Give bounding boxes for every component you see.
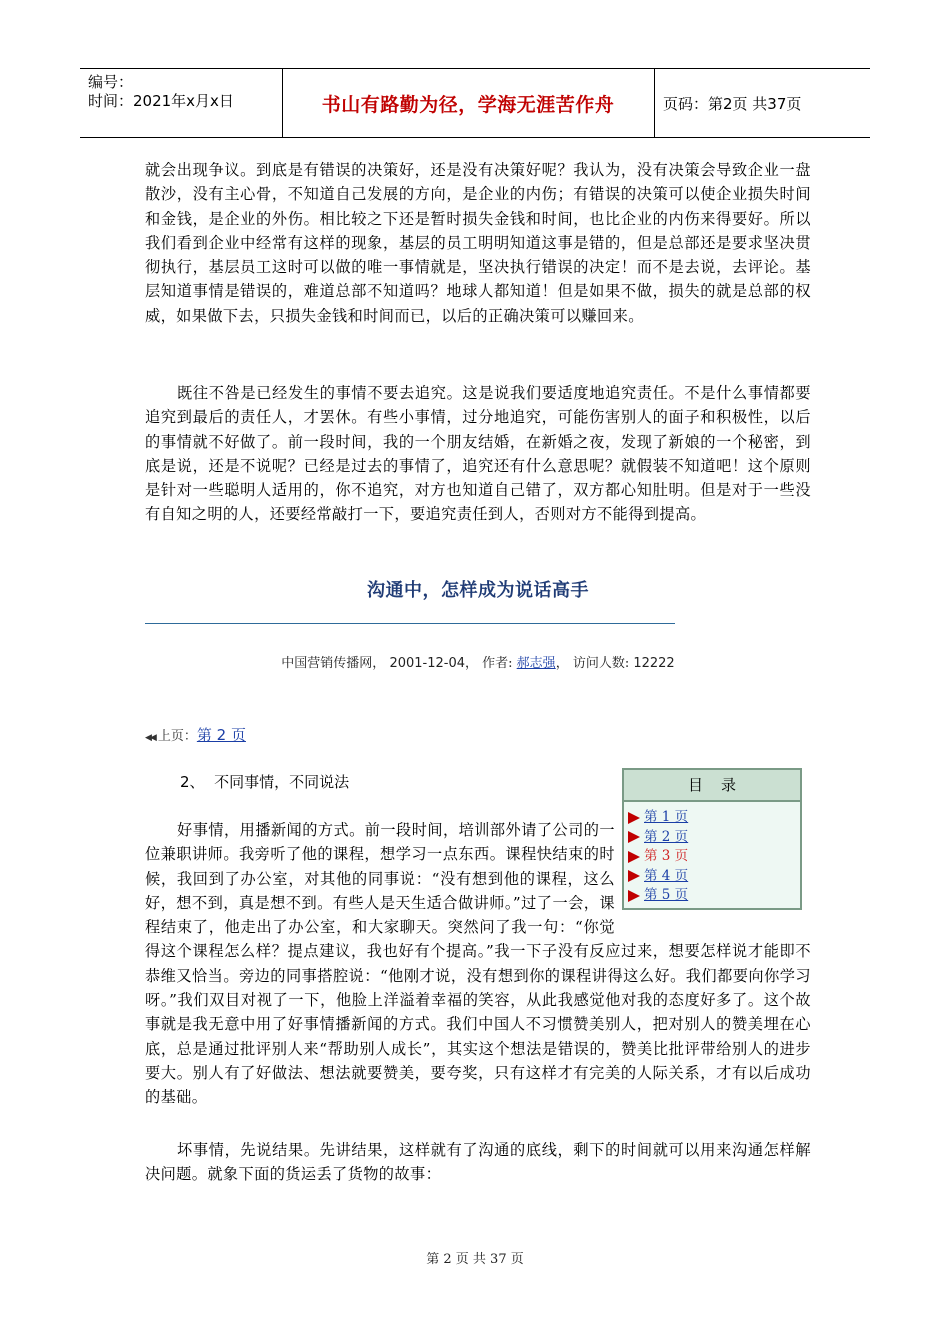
paragraph-bad-news: 坏事情，先说结果。先讲结果，这样就有了沟通的底线，剩下的时间就可以用来沟通怎样解决问题。就象下面的货运丢了货物的故事： [145,1141,811,1184]
visits-count: 12222 [633,656,675,671]
toc-item-label[interactable]: 第 1 页 [644,809,689,825]
toc-item[interactable] [628,847,800,867]
toc-title: 目录 [624,770,800,802]
document-date: 时间：2021年x月x日 [88,92,234,110]
title-divider [145,623,675,624]
toc-item-label[interactable]: 第 2 页 [644,828,689,845]
author-label: ， 作者: [465,656,517,671]
toc-item[interactable] [628,886,800,906]
toc-item-label[interactable]: 第 4 页 [644,867,689,884]
prev-page-label: 上页： [157,729,197,744]
toc-item-label[interactable]: 第 5 页 [644,887,689,903]
triangle-right-icon [628,851,640,863]
triangle-right-icon [628,870,640,882]
header-page-info: 页码：第2页 共37页 [663,94,802,113]
author-link[interactable]: 郝志强 [516,656,556,671]
section-number: 2、 [180,773,205,791]
prev-page-link[interactable]: 第 2 页 [196,726,246,744]
visits-label: ， 访问人数: [555,656,634,671]
toc-item[interactable] [628,867,800,887]
header-meta [80,69,283,137]
page-footer: 第 2 页 共 37 页 [426,1252,524,1267]
triangle-right-icon [628,890,640,902]
table-of-contents [622,768,802,910]
prev-page-nav [145,724,246,745]
toc-item-label[interactable]: 第 3 页 [644,848,689,864]
toc-list [624,802,800,906]
paragraph-good-news-text: 好事情，用播新闻的方式。前一段时间，培训部外请了公司的一位兼职讲师。我旁听了他的课程，想学习一点东西。课程快结束的时候，我回到了办公室，对其他的同事说：“没有想到他的课程，这么好，想不到，真是想不到。有些人是天生适合做讲师。”过了一会，课程结束了，他走出了办公室，和大家聊天。突然问了我一句：“你觉得这个课程怎么样？提点建议，我也好有个提高。”我一下子没有反应过来，想要怎样说才能即不恭维又恰当。旁边的同事搭腔说：“他刚才说，没有想到你的课程讲得这么好。我们都要向你学习呀。”我们双目对视了一下，他脸上洋溢着幸福的笑容，从此我感觉他对我的态度好多了。这个故事就是我无意中用了好事情播新闻的方式。我们中国人不习惯赞美别人，把对别人的赞美埋在心底，总是通过批评别人来“帮助别人成长”，其实这个想法是错误的，赞美比批评带给别人的进步要大。别人有了好做法、想法就要赞美，要夸奖，只有这样才有完美的人际关系，才有以后成功的基础。 [145,821,811,1107]
triangle-right-icon [628,812,640,824]
page-header [80,68,870,138]
paragraph-decision: 就会出现争议。到底是有错误的决策好，还是没有决策好呢？我认为，没有决策会导致企业一盘散沙，没有主心骨，不知道自己发展的方向，是企业的内伤；有错误的决策可以使企业损失时间和金钱，是企业的外伤。相比较之下还是暂时损失金钱和时间，也比企业的内伤来得要好。所以我们看到企业中经常有这样的现象，基层的员工明明知道这事是错的，但是总部还是要求坚决贯彻执行，基层员工这时可以做的唯一事情就是，坚决执行错误的决定！而不是去说，去评论。基层知道事情是错误的，难道总部不知道吗？地球人都知道！但是如果不做，损失的就是总部的权威，如果做下去，只损失金钱和时间而已，以后的正确决策可以赚回来。 [145,161,811,325]
toc-item[interactable] [628,828,800,848]
section-heading [180,771,349,792]
double-left-arrow-icon: ◀◀ [145,733,155,743]
section-title: 不同事情，不同说法 [214,773,350,791]
triangle-right-icon [628,831,640,843]
article-meta [145,652,811,671]
toc-item[interactable] [628,808,800,828]
header-motto: 书山有路勤为径，学海无涯苦作舟 [282,69,655,137]
article-date: 2001-12-04 [389,656,466,671]
article-source: 中国营销传播网， [281,656,386,671]
document-number: 编号： [88,73,134,91]
article-title: 沟通中，怎样成为说话高手 [367,580,589,601]
paragraph-no-blame: 既往不咎是已经发生的事情不要去追究。这是说我们要适度地追究责任。不是什么事情都要追究到最后的责任人，才罢休。有些小事情，过分地追究，可能伤害别人的面子和积极性，以后的事情就不好做了。前一段时间，我的一个朋友结婚，在新婚之夜，发现了新娘的一个秘密，到底是说，还是不说呢？已经是过去的事情了，追究还有什么意思呢？就假装不知道吧！这个原则是针对一些聪明人适用的，你不追究，对方也知道自己错了，双方都心知肚明。但是对于一些没有自知之明的人，还要经常敲打一下，要追究责任到人，否则对方不能得到提高。 [145,384,811,524]
